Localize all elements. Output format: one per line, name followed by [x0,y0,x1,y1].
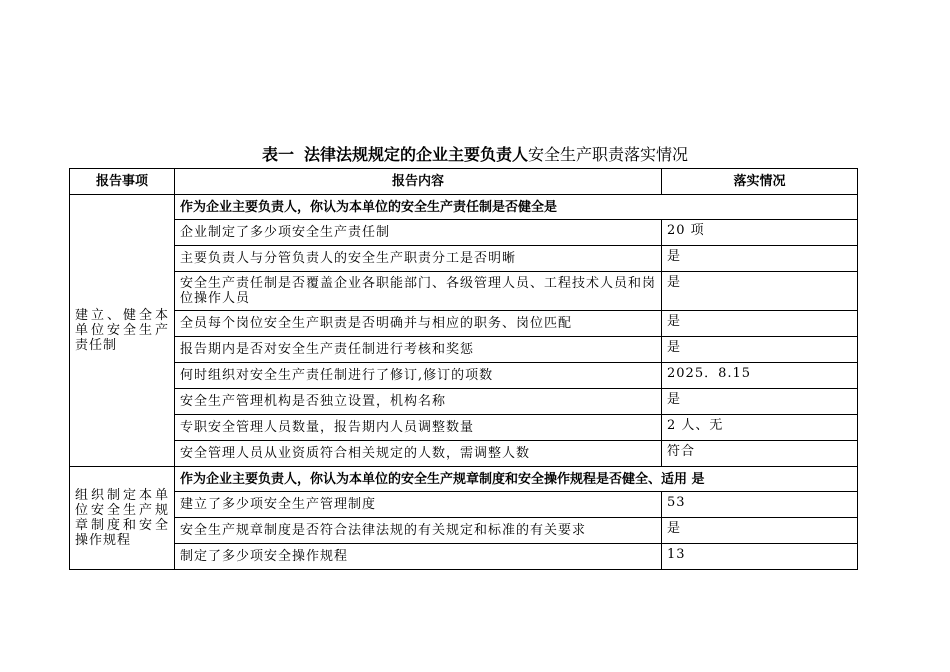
row-item: 主要负责人与分管负责人的安全生产职责分工是否明晰 [175,246,662,272]
row-item: 制定了多少项安全操作规程 [175,544,662,570]
row-item: 建立了多少项安全生产管理制度 [175,492,662,518]
row-value: 是 [662,337,858,363]
row-value: 13 [662,544,858,570]
section2-category: 组织制定本单位安全生产规章制度和安全操作规程 [70,467,175,570]
row-item: 安全生产责任制是否覆盖企业各职能部门、各级管理人员、工程技术人员和岗位操作人员 [175,272,662,311]
row-value: 是 [662,272,858,311]
section2-question-row [70,467,858,492]
row-item: 全员每个岗位安全生产职责是否明确并与相应的职务、岗位匹配 [175,311,662,337]
title-table-number: 表一 [261,145,294,164]
row-value: 是 [662,389,858,415]
section1-category: 建立、健全本单位安全生产责任制 [70,195,175,467]
table-row [70,544,858,570]
row-item: 企业制定了多少项安全生产责任制 [175,220,662,246]
section2-question: 作为企业主要负责人，你认为本单位的安全生产规章制度和安全操作规程是否健全、适用 是 [175,467,858,492]
table-row [70,337,858,363]
row-value: 2 人、无 [662,415,858,441]
table-row [70,492,858,518]
row-item: 安全管理人员从业资质符合相关规定的人数，需调整人数 [175,441,662,467]
row-item: 安全生产管理机构是否独立设置，机构名称 [175,389,662,415]
table-row [70,389,858,415]
section1-question: 作为企业主要负责人，你认为本单位的安全生产责任制是否健全是 [175,195,858,220]
row-item: 何时组织对安全生产责任制进行了修订,修订的项数 [175,363,662,389]
section1-question-row [70,195,858,220]
page-title [0,145,950,165]
header-implementation: 落实情况 [662,169,858,195]
table-row [70,363,858,389]
row-item: 报告期内是否对安全生产责任制进行考核和奖惩 [175,337,662,363]
row-value: 符合 [662,441,858,467]
table-row [70,415,858,441]
report-table [69,168,858,570]
row-item: 专职安全管理人员数量，报告期内人员调整数量 [175,415,662,441]
header-report-item: 报告事项 [70,169,175,195]
row-value: 是 [662,311,858,337]
row-value: 是 [662,246,858,272]
header-report-content: 报告内容 [175,169,662,195]
row-value: 53 [662,492,858,518]
row-value: 是 [662,518,858,544]
row-value: 2025．8.15 [662,363,858,389]
table-row [70,246,858,272]
title-bold: 法律法规规定的企业主要负责人 [303,145,528,164]
table-row [70,518,858,544]
title-normal: 安全生产职责落实情况 [528,145,689,164]
table-row [70,272,858,311]
table-row [70,220,858,246]
row-value: 20 项 [662,220,858,246]
row-item: 安全生产规章制度是否符合法律法规的有关规定和标准的有关要求 [175,518,662,544]
header-row [70,169,858,195]
table-row [70,441,858,467]
table-row [70,311,858,337]
